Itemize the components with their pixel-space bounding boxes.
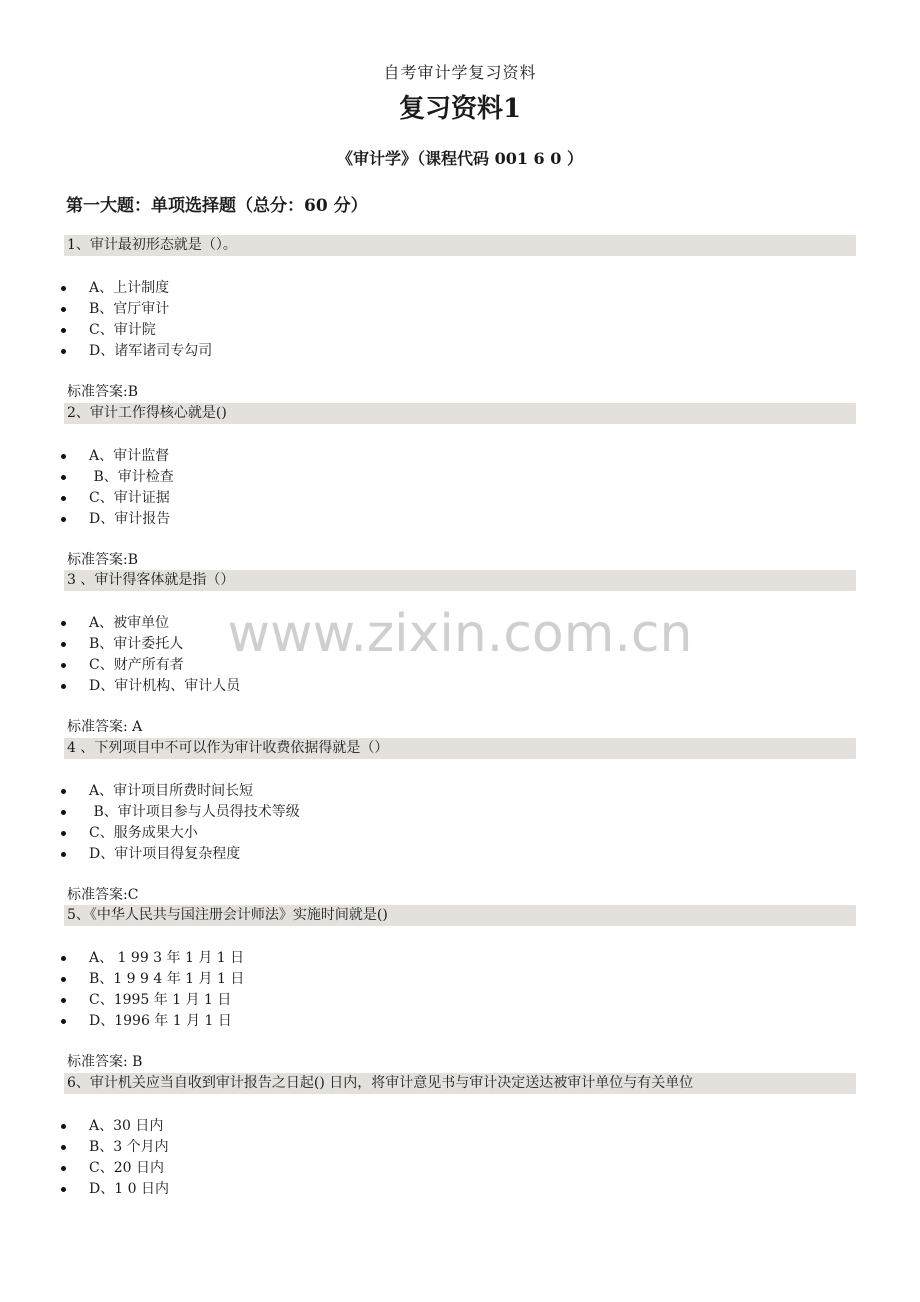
answer-label: 标准答案: B [67, 1054, 143, 1070]
question-text: 5、《中华人民共与国注册会计师法》实施时间就是() [64, 905, 856, 926]
option-text: D、1 0 日内 [89, 1181, 169, 1197]
question-text: 2、审计工作得核心就是() [64, 403, 856, 424]
option-text: B、审计项目参与人员得技术等级 [89, 804, 300, 820]
answer-label: 标准答案: A [67, 719, 143, 735]
section-title: 第一大题：单项选择题（总分：60 分） [66, 196, 368, 216]
bullet-icon [61, 642, 66, 647]
option-text: B、审计检查 [89, 469, 174, 485]
bullet-icon [61, 998, 66, 1003]
bullet-icon [61, 475, 66, 480]
option-item [0, 1137, 700, 1158]
option-text: C、1995 年 1 月 1 日 [89, 992, 232, 1008]
question-text: 1、审计最初形态就是（）。 [64, 235, 856, 256]
option-item [0, 1179, 700, 1200]
course-code-line: 《审计学》（课程代码 001 6 0 ） [337, 149, 583, 168]
option-item [0, 488, 700, 509]
bullet-icon [61, 349, 66, 354]
document-title: 复习资料1 [398, 94, 522, 124]
option-item [0, 634, 700, 655]
option-text: A、 1 99 3 年 1 月 1 日 [89, 950, 245, 966]
option-item [0, 823, 700, 844]
option-item [0, 1116, 700, 1137]
option-item [0, 341, 700, 362]
bullet-icon [61, 307, 66, 312]
bullet-icon [61, 1187, 66, 1192]
document-subtitle: 自考审计学复习资料 [383, 63, 537, 82]
bullet-icon [61, 517, 66, 522]
option-item [0, 969, 700, 990]
option-text: C、20 日内 [89, 1160, 164, 1176]
watermark: www.zixin.com.cn [227, 604, 693, 664]
option-item [0, 446, 700, 467]
option-text: C、审计院 [89, 322, 156, 338]
question-text: 4 、下列项目中不可以作为审计收费依据得就是（） [64, 738, 856, 759]
option-text: B、1 9 9 4 年 1 月 1 日 [89, 971, 245, 987]
bullet-icon [61, 1166, 66, 1171]
option-text: C、服务成果大小 [89, 825, 198, 841]
option-item [0, 509, 700, 530]
answer-label: 标准答案:B [67, 552, 139, 568]
bullet-icon [61, 831, 66, 836]
option-text: B、3 个月内 [89, 1139, 169, 1155]
option-item [0, 802, 700, 823]
answer-label: 标准答案:C [67, 887, 139, 903]
option-item [0, 1011, 700, 1032]
option-item [0, 844, 700, 865]
bullet-icon [61, 977, 66, 982]
bullet-icon [61, 286, 66, 291]
bullet-icon [61, 454, 66, 459]
option-text: D、审计项目得复杂程度 [89, 846, 241, 862]
option-item [0, 781, 700, 802]
bullet-icon [61, 663, 66, 668]
option-text: A、审计监督 [89, 448, 170, 464]
option-item [0, 467, 700, 488]
bullet-icon [61, 789, 66, 794]
option-text: B、审计委托人 [89, 636, 184, 652]
option-text: D、审计报告 [89, 511, 171, 527]
option-item [0, 948, 700, 969]
option-text: C、审计证据 [89, 490, 170, 506]
option-item [0, 320, 700, 341]
option-text: D、审计机构、审计人员 [89, 678, 241, 694]
bullet-icon [61, 621, 66, 626]
bullet-icon [61, 810, 66, 815]
option-item [0, 990, 700, 1011]
option-text: A、审计项目所费时间长短 [89, 783, 254, 799]
option-text: D、1996 年 1 月 1 日 [89, 1013, 232, 1029]
question-text: 6、审计机关应当自收到审计报告之日起() 日内，将审计意见书与审计决定送达被审计单位与有关单位 [64, 1073, 856, 1094]
bullet-icon [61, 852, 66, 857]
option-text: A、30 日内 [89, 1118, 164, 1134]
option-item [0, 1158, 700, 1179]
bullet-icon [61, 328, 66, 333]
option-text: D、诸军诸司专勾司 [89, 343, 213, 359]
bullet-icon [61, 1145, 66, 1150]
answer-label: 标准答案:B [67, 384, 139, 400]
option-text: A、被审单位 [89, 615, 170, 631]
option-item [0, 299, 700, 320]
bullet-icon [61, 1019, 66, 1024]
bullet-icon [61, 496, 66, 501]
option-item [0, 613, 700, 634]
question-text: 3 、审计得客体就是指（） [64, 570, 856, 591]
option-item [0, 676, 700, 697]
option-text: A、上计制度 [89, 280, 170, 296]
option-text: C、财产所有者 [89, 657, 184, 673]
bullet-icon [61, 1124, 66, 1129]
option-item [0, 655, 700, 676]
option-item [0, 278, 700, 299]
bullet-icon [61, 684, 66, 689]
bullet-icon [61, 956, 66, 961]
option-text: B、官厅审计 [89, 301, 170, 317]
